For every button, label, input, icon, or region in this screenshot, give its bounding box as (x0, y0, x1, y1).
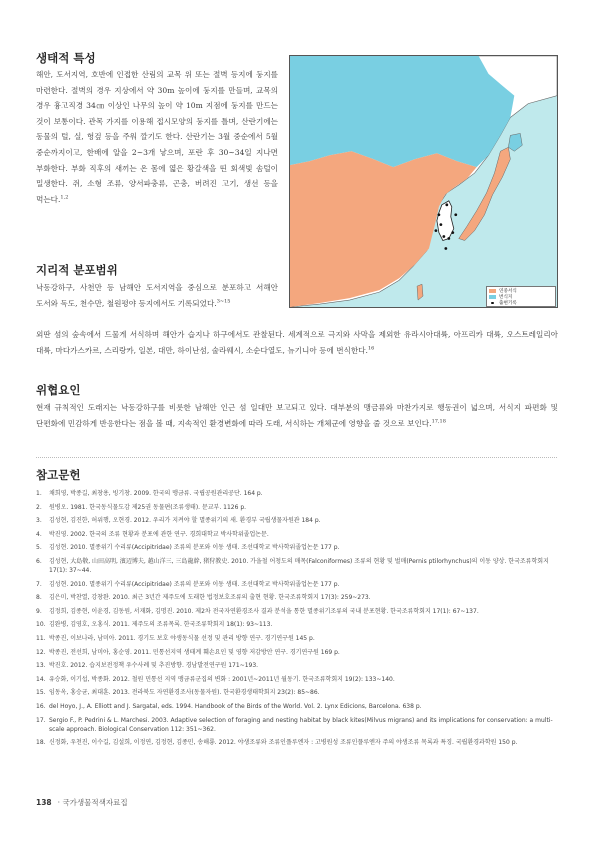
reference-text: 유승화, 이기섭, 박종화. 2012. 철원 민통선 지역 맹금류군집의 변화 : 2001년~2011년 월동기. 한국조류학회지 19(2): 133~140. (49, 675, 395, 683)
reference-item (36, 557, 556, 575)
map-korea (437, 201, 454, 241)
footer-separator: · (57, 798, 61, 807)
reference-text: 김은미, 박찬열, 강창완. 2010. 최근 3년간 제주도에 도래한 법정보호조류의 출현 현황. 한국조류학회지 17(3): 259~273. (49, 594, 371, 602)
reference-text: 박종진, 전선희, 남미아, 홍순영. 2011. 민통선지역 생태계 훼손요인 및 영향 저감방안 연구. 경기연구원 169 p. (49, 648, 340, 656)
reference-item (36, 489, 556, 498)
reference-text: 김성현, 김진한, 허위행, 오현경. 2012. 우리가 지켜야 할 멸종위기의 새. 환경부 국립생물자원관 184 p. (49, 517, 321, 525)
reference-text: 김정희, 김종현, 이윤경, 김동원, 서재화, 김명진. 2010. 제2차 전국자연환경조사 결과 분석을 통한 멸종위기조류의 국내 분포현황. 한국조류학회지 17(1): 67~137. (49, 607, 479, 615)
reference-item (36, 503, 556, 512)
ecology-citation: 1,2 (60, 194, 69, 201)
reference-number: 1. (36, 490, 42, 497)
ecology-text: 해안, 도서지역, 호반에 인접한 산림의 교목 위 또는 절벽 등지에 둥지를 마련한다. 절벽의 경우 지상에서 약 30m 높이에 둥지를 만들며, 교목의 경우 흉고직경 34㎝ 이상인 나무의 높이 약 10m 지점에 둥지를 만드는 것이 보통이다. 관목 가지를 이용해 접시모양의 둥지를 틀며, 산란기에는 동물의 털, 실, 헝겊 등을 주워 깔기도 한다. 산란기는 3월 중순에서 5월 중순까지이고, 한배에 알을 2~3개 낳으며, 포란 후 30~34일 지나면 부화한다. 부화 직후의 새끼는 온 몸에 엷은 황갈색을 띤 회색빛 솜털이 밀생한다. 쥐, 소형 조류, 양서파충류, 곤충, 버려진 고기, 생선 등을 먹는다. (36, 70, 278, 204)
reference-text: 신정화, 우천진, 이수길, 김설희, 이정연, 김정현, 김종민, 송해룡. 2012. 야생조류와 조류인플루엔자 : 고병원성 조류인플루엔자 주의 야생조류 목록과 특징. 국립환경과학원 150 p. (49, 739, 518, 747)
reference-number: 3. (36, 517, 42, 525)
reference-number: 2. (36, 503, 42, 511)
reference-item (36, 648, 556, 657)
map-graphic (290, 56, 557, 307)
reference-item (36, 661, 556, 670)
reference-text: 김성현, 大島敬, 山田高明, 濱辺博夫, 越山洋三, 三島龍幹, 猪狩教史. 2010. 가을철 어청도의 매목(Falconiformes) 조류의 현황 및 벌매(Pernis ptilorhynchus)의 이동 양상. 한국조류학회지 17(1): 37~44. (49, 557, 549, 574)
reference-text: 박진호. 2012. 습지보전정책 우수사례 및 추진방향. 경남발전연구원 171~193. (49, 662, 259, 670)
reference-item (36, 530, 556, 539)
publication-name: 국가생물적색자료집 (62, 798, 128, 807)
reference-item (36, 593, 556, 602)
distribution-paragraph-text (36, 280, 278, 311)
reference-number: 6. (36, 557, 42, 565)
reference-item (36, 688, 556, 697)
threats-paragraph (36, 400, 558, 431)
legend-label: 번식지 (499, 295, 513, 300)
distribution-citation-b: 16 (367, 345, 375, 352)
reference-item (36, 738, 556, 747)
reference-text: 김성현. 2010. 멸종위기 수리류(Accipitridae) 조류의 분포와 이동 생태. 조선대학교 박사학위졸업논문 177 p. (49, 544, 340, 552)
page-number: 138 (36, 798, 52, 807)
distribution-text-a: 낙동강하구, 사천만 등 남해안 도서지역을 중심으로 분포하고 서해안 도서와 독도, 천수만, 철원평야 등지에서도 기록되었다. (36, 283, 278, 308)
reference-number: 15. (36, 689, 46, 697)
reference-text: 김성현. 2010. 멸종위기 수리류(Accipitridae) 조류의 분포와 이동 생태. 조선대학교 박사학위졸업논문 177 p. (49, 580, 340, 588)
reference-item (36, 516, 556, 525)
map-hokkaido (508, 133, 522, 151)
threats-text: 현재 규칙적인 도래지는 낙동강하구를 비롯한 남해안 인근 섬 일대만 보고되고 있다. 대부분의 맹금류와 마찬가지로 행동권이 넓으며, 서식지 파편화 및 단편화에 민감하게 반응한다는 점을 볼 때, 지속적인 환경변화에 따라 도래, 서식하는 개체군에 영향을 줄 것으로 보인다. (36, 403, 558, 428)
legend-label: 출현기록 (499, 301, 517, 306)
distribution-map (289, 55, 558, 308)
threats-citation: 17,18 (431, 418, 446, 425)
map-breeding-range (290, 56, 514, 167)
reference-number: 8. (36, 594, 42, 602)
reference-number: 4. (36, 530, 42, 538)
reference-text: 김완병, 김영호, 오홍식. 2011. 제주도의 조류목록. 한국조류학회지 18(1): 93~113. (49, 621, 273, 629)
section-title-references: 참고문헌 (36, 468, 81, 482)
reference-number: 18. (36, 739, 46, 747)
reference-number: 17. (36, 716, 46, 724)
reference-text: 원병오. 1981. 한국동식물도감 제25권 동물편(조류생태). 문교부. 1126 p. (49, 503, 247, 511)
reference-item (36, 580, 556, 589)
reference-number: 11. (36, 634, 46, 642)
reference-text: 박진영. 2002. 한국의 조류 현황과 분포에 관한 연구. 경희대학교 박사학위졸업논문. (49, 530, 269, 538)
section-title-distribution: 지리적 분포범위 (36, 263, 118, 277)
reference-number: 13. (36, 662, 46, 670)
reference-number: 14. (36, 675, 46, 683)
reference-item (36, 634, 556, 643)
legend-label: 연중서식 (499, 289, 517, 294)
reference-number: 5. (36, 544, 42, 552)
reference-number: 12. (36, 648, 46, 656)
ecology-paragraph (36, 67, 278, 207)
reference-item (36, 620, 556, 629)
reference-text: 채희영, 박종길, 최창용, 빙기창. 2009. 한국의 맹금류. 국립공원관리공단. 164 p. (49, 490, 263, 497)
reference-item (36, 716, 556, 734)
reference-number: 10. (36, 621, 46, 629)
reference-text: 박종진, 이보나라, 남미아. 2011. 경기도 보호 야생동식물 선정 및 관리 방향 연구. 경기연구원 145 p. (49, 634, 315, 642)
reference-number: 7. (36, 580, 42, 588)
distribution-citation-a: 3~15 (216, 298, 231, 305)
reference-number: 9. (36, 607, 42, 615)
section-title-ecology: 생태적 특성 (36, 51, 96, 65)
reference-item (36, 675, 556, 684)
distribution-text-b: 외딴 섬의 숲속에서 드물게 서식하며 해안가 습지나 하구에서도 관찰된다. 세계적으로 극지와 사막을 제외한 유라시아대륙, 아프리카 대륙, 오스트레일리아 대륙, 마다가스카르, 스리랑카, 일본, 대만, 하이난섬, 술라웨시, 소순다열도, 뉴기니아 등에 번식한다. (36, 330, 558, 355)
reference-item (36, 607, 556, 616)
reference-text: 임동옥, 홍승균, 최대훈. 2013. 전라북도 자연환경조사(동물자원). 한국환경생태학회지 23(2): 85~86. (49, 689, 320, 697)
reference-text: del Hoyo, J., A. Elliott and J. Sargatal, eds. 1994. Handbook of the Birds of the World. Vol. 2. Lynx Edicions, Barcelona. 638 p. (49, 702, 422, 710)
section-divider (36, 457, 557, 458)
section-title-threats: 위협요인 (36, 383, 81, 397)
page-footer (36, 797, 128, 808)
reference-list (36, 489, 556, 752)
distribution-paragraph-text-b (36, 327, 558, 358)
reference-text: Sergio F., P. Pedrini & L. Marchesi. 2003. Adaptive selection of foraging and nesting habitat by black kites(Milvus migrans) and its implications for conservation: a multi-scale approach. Biological Conservation 112: 351~362. (49, 716, 553, 733)
reference-item (36, 702, 556, 711)
reference-item (36, 543, 556, 552)
reference-number: 16. (36, 702, 46, 710)
